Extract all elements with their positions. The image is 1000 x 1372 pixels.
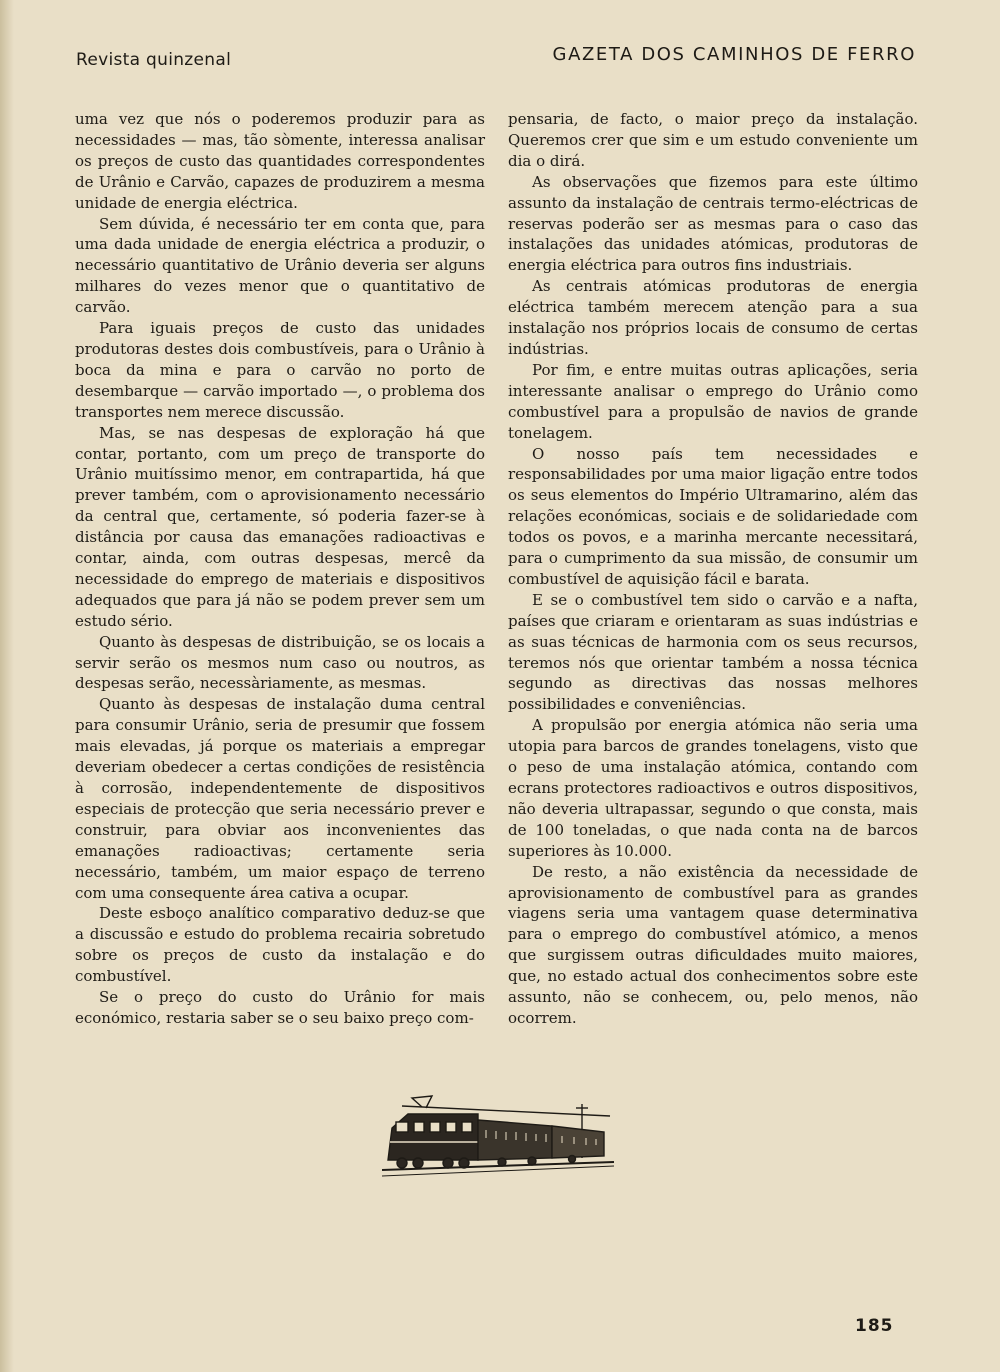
paragraph: uma vez que nós o poderemos produzir para as necessidades — mas, tão sòmente, interessa analisar os preços de custo das quantidades correspondentes de Urânio e Carvão, capazes de produzirem a mesma unidade de energia eléctrica.: [75, 110, 485, 212]
paragraph: Para iguais preços de custo das unidades produtoras destes dois combustíveis, para o Urânio à boca da mina e para o carvão no porto de desembarque — carvão importado —, o problema dos transportes nem merece discussão.: [75, 319, 485, 421]
paragraph: Por fim, e entre muitas outras aplicações, seria interessante analisar o emprego do Urânio como combustível para a propulsão de navios de grande tonelagem.: [508, 360, 918, 442]
page-number: 185: [855, 1316, 894, 1336]
paragraph: O nosso país tem necessidades e responsabilidades por uma maior ligação entre todos os seus elementos do Império Ultramarino, além das relações económicas, sociais e de solidariedade com todos os povos, e a marinha mercante necessitará, para o cumprimento da sua missão, de consumir um combustível de aquisição fácil e barata.: [508, 444, 918, 588]
left-column: [75, 109, 485, 1029]
paragraph: E se o combustível tem sido o carvão e a nafta, países que criaram e orientaram as suas indústrias e as suas técnicas de harmonia com os seus recursos, teremos nós que orientar também a nossa técnica segundo as directivas das nossas melhores possibilidades e conveniências.: [508, 590, 918, 714]
paragraph: As centrais atómicas produtoras de energia eléctrica também merecem atenção para a sua instalação nos próprios locais de consumo de certas indústrias.: [508, 277, 918, 358]
paragraph: Mas, se nas despesas de exploração há que contar, portanto, com um preço de transporte do Urânio muitíssimo menor, em contrapartida, há que prever também, com o aprovisionamento necessário da central que, certamente, só poderia fazer-se à distância por causa das emanações radioactivas e contar, ainda, com outras despesas, mercê da necessidade do emprego de materiais e dispositivos adequados que para já não se podem prever sem um estudo sério.: [75, 423, 485, 630]
electric-train-icon: [382, 1094, 614, 1180]
paragraph: As observações que fizemos para este último assunto da instalação de centrais termo-eléctricas de reservas poderão ser as mesmas para o caso das instalações das unidades atómicas, produtoras de energia eléctrica para outros fins industriais.: [508, 172, 918, 275]
paragraph: A propulsão por energia atómica não seria uma utopia para barcos de grandes tonelagens, visto que o peso de uma instalação atómica, contando com ecrans protectores radioactivos e outros dispositivos, não deveria ultrapassar, segundo o que consta, mais de 100 toneladas, o que nada conta na de barcos superiores às 10.000.: [508, 716, 918, 860]
paragraph: Se o preço do custo do Urânio for mais económico, restaria saber se o seu baixo preço com-: [75, 988, 485, 1027]
page-edge: [0, 0, 14, 1372]
right-column: [508, 109, 918, 1029]
header-left: Revista quinzenal: [76, 50, 232, 70]
paragraph-continuation: pensaria, de facto, o maior preço da instalação. Queremos crer que sim e um estudo conveniente um dia o dirá.: [508, 110, 918, 170]
paragraph: Deste esboço analítico comparativo deduz-se que a discussão e estudo do problema recairia sobretudo sobre os preços de custo da instalação e do combustível.: [75, 904, 485, 986]
paragraph: Quanto às despesas de distribuição, se os locais a servir serão os mesmos num caso ou noutros, as despesas serão, necessàriamente, as mesmas.: [75, 632, 485, 693]
header-right: GAZETA DOS CAMINHOS DE FERRO: [552, 44, 916, 65]
paragraph: Sem dúvida, é necessário ter em conta que, para uma dada unidade de energia eléctrica a produzir, o necessário quantitativo de Urânio deveria ser alguns milhares do vezes menor que o quantitativo de carvão.: [75, 214, 485, 317]
paragraph: De resto, a não existência da necessidade de aprovisionamento de combustível para as grandes viagens seria uma vantagem quase determinativa para o emprego do combustível atómico, a menos que surgissem outras dificuldades muito maiores, que, no estado actual dos conhecimentos sobre este assunto, não se conhecem, ou, pelo menos, não ocorrem.: [508, 862, 918, 1027]
paragraph: Quanto às despesas de instalação duma central para consumir Urânio, seria de presumir que fossem mais elevadas, já porque os materiais a empregar deveriam obedecer a certas condições de resistência à corrosão, independentemente de dispositivos especiais de protecção que seria necessário prever e construir, para obviar aos inconvenientes das emanações radioactivas; certamente seria necessário, também, um maior espaço de terreno com uma consequente área cativa a ocupar.: [75, 695, 485, 902]
